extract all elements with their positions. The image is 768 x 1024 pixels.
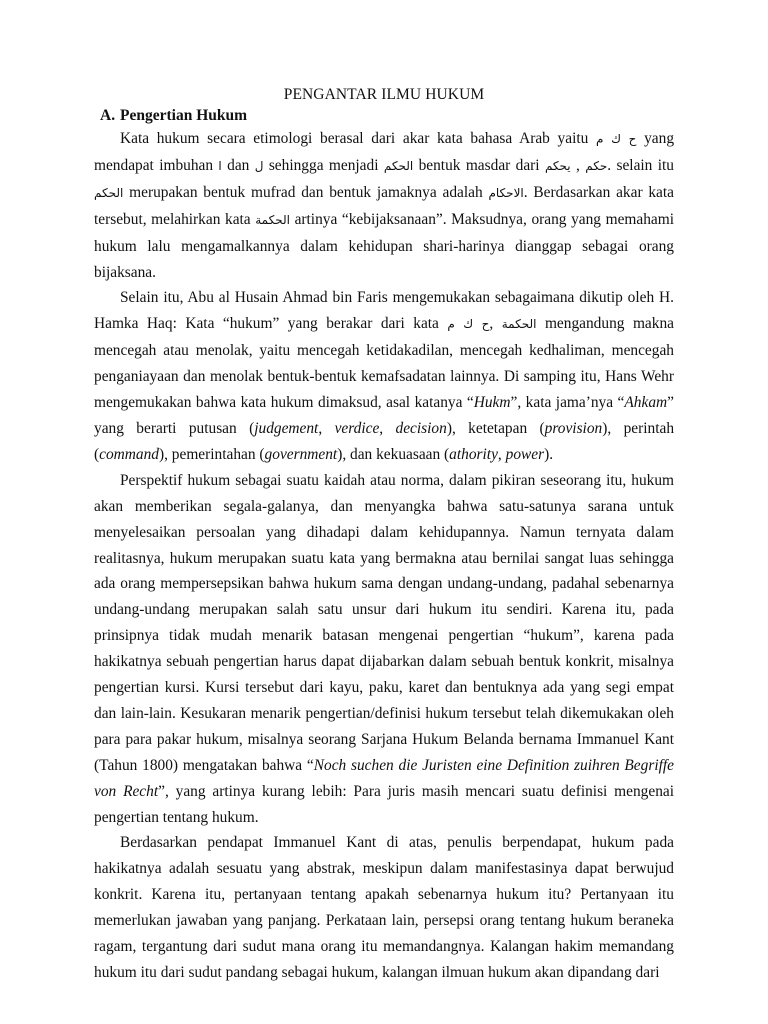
text-run: sehingga menjadi: [263, 156, 384, 174]
text-run: ,: [318, 419, 335, 437]
arabic-text: ل: [254, 158, 264, 173]
text-run: ).: [544, 445, 554, 463]
text-run: Perspektif hukum sebagai suatu kaidah atau norma, dalam pikiran seseorang itu, hukum akan memberikan segala-galanya, dan menyangka bahwa satu-satunya sarana untuk menyelesaikan persoalan yang dihadapi dalam kehidupannya. Namun ternyata dalam realitasnya, hukum merupakan suatu kata yang bermakna atau bernilai sangat luas sehingga ada orang mempersepsikan bahwa hukum sama dengan undang-undang, padahal sebenarnya undang-undang merupakan salah satu unsur dari hukum itu sendiri. Karena itu, pada prinsipnya tidak mudah menarik batasan mengenai pengertian “hukum”, karena pada hakikatnya sebuah pengertian harus dapat dijabarkan dalam sebuah bentuk konkrit, misalnya pengertian kursi. Kursi tersebut dari kayu, paku, karet dan bentuknya ada yang segi empat dan lain-lain. Kesukaran menarik pengertian/definisi hukum tersebut telah dikemukakan oleh para para pakar hukum, misalnya seorang Sarjana Hukum Belanda bernama Immanuel Kant (Tahun 1800) mengatakan bahwa “: [94, 471, 674, 774]
text-run: ), ketetapan (: [446, 419, 545, 437]
italic-term: athority: [449, 445, 498, 463]
arabic-text: ا: [218, 158, 222, 173]
italic-term: decision: [395, 419, 447, 437]
text-run: Kata hukum secara etimologi berasal dari akar kata bahasa Arab yaitu: [120, 130, 597, 147]
text-run: merupakan bentuk mufrad dan bentuk jamaknya adalah: [123, 183, 489, 201]
section-title: Pengertian Hukum: [120, 107, 248, 124]
text-run: . Berdasarkan akar kata tersebut, melahirkan kata: [94, 183, 674, 228]
paragraph-1: [94, 126, 674, 285]
arabic-text: الحكمة: [255, 212, 290, 227]
text-run: ” yang berarti putusan (: [94, 394, 674, 437]
text-run: ), dan kekuasaan (: [337, 445, 450, 463]
paragraph-3: [94, 468, 674, 831]
text-run: ), perintah (: [94, 419, 675, 463]
arabic-text: يحكم: [544, 158, 571, 173]
arabic-text: الحكم: [383, 158, 414, 173]
text-run: mengandung makna mencegah atau menolak, yaitu mencegah ketidakadilan, mencegah kedhaliman, mencegah penganiayaan dan menolak bentuk-bentuk kemafsadatan lainnya. Di samping itu, Hans Wehr mengemukakan bahwa kata hukum dimaksud, asal katanya “: [94, 315, 674, 412]
text-run: ), pemerintahan (: [158, 445, 265, 463]
text-run: ”, yang artinya kurang lebih: Para juris masih mencari suatu definisi mengenai pengertian tentang hukum.: [94, 782, 675, 826]
text-run: . selain itu: [607, 156, 674, 174]
text-run: bentuk masdar dari: [413, 156, 545, 174]
italic-term: power: [505, 445, 545, 463]
text-run: ,: [570, 156, 586, 174]
arabic-text: الاحكام: [488, 185, 524, 200]
arabic-text: ح ك م: [447, 317, 490, 332]
text-run: yang mendapat imbuhan: [94, 130, 675, 174]
text-run: ,: [379, 419, 396, 437]
italic-quote: Noch suchen die Juristen eine Definition zuihren Begriffe von Recht: [94, 756, 674, 800]
arabic-text: الحكم: [94, 185, 124, 200]
text-run: Berdasarkan pendapat Immanuel Kant di atas, penulis berpendapat, hukum pada hakikatnya adalah sesuatu yang abstrak, meskipun dalam manifestasinya dapat berwujud konkrit. Karena itu, pertanyaan tentang apakah sebenarnya hukum itu? Pertanyaan itu memerlukan jawaban yang panjang. Perkataan lain, persepsi orang tentang hukum beraneka ragam, tergantung dari sudut mana orang itu memandangnya. Kalangan hakim memandang hukum itu dari sudut pandang sebagai hukum, kalangan ilmuan hukum akan dipandang dari: [94, 834, 674, 981]
arabic-text: الحكمة: [501, 317, 537, 332]
arabic-text: حكم: [585, 158, 608, 173]
paragraph-2: [94, 285, 674, 467]
italic-term: Hukm: [473, 394, 511, 412]
section-heading: [94, 107, 674, 125]
italic-term: judgement: [254, 419, 319, 437]
paragraph-4: [94, 830, 674, 985]
text-run: artinya “kebijaksanaan”. Maksudnya, orang yang memahami hukum lalu mengamalkannya dalam kehidupan shari-harinya dianggap sebagai orang bijaksana.: [94, 210, 674, 281]
text-run: ,: [489, 315, 502, 333]
italic-term: government: [264, 445, 338, 463]
italic-term: provision: [544, 419, 603, 437]
text-run: Selain itu, Abu al Husain Ahmad bin Faris mengemukakan sebagaimana dikutip oleh H. Hamka Haq: Kata “hukum” yang berakar dari kata: [94, 289, 674, 333]
text-run: ”, kata jama’nya “: [510, 394, 625, 412]
document-title: PENGANTAR ILMU HUKUM: [283, 86, 485, 103]
section-number: A.: [100, 107, 116, 124]
italic-term: command: [99, 445, 159, 463]
text-run: dan: [221, 156, 255, 174]
arabic-text: ح ك م: [596, 132, 637, 146]
italic-term: verdice: [334, 419, 380, 437]
italic-term: Ahkam: [624, 394, 668, 412]
text-run: ,: [497, 445, 506, 463]
